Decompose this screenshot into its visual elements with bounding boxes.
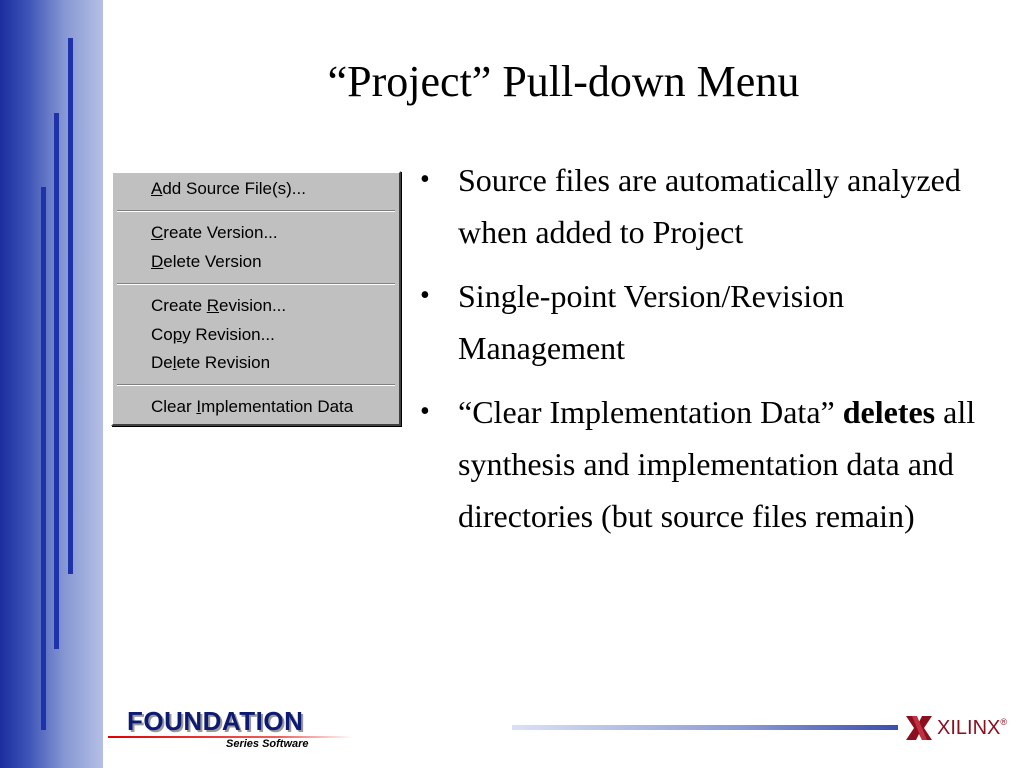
menu-item-text: dd Source File(s)... bbox=[162, 179, 306, 198]
menu-item-text: Clear bbox=[151, 397, 197, 416]
menu-item-text: evision... bbox=[219, 296, 287, 315]
project-pulldown-menu bbox=[111, 171, 401, 426]
menu-item-mnemonic: A bbox=[151, 179, 163, 198]
foundation-logo bbox=[108, 706, 358, 756]
menu-item-text: Co bbox=[151, 325, 173, 344]
menu-separator bbox=[117, 283, 395, 285]
menu-item-delete-version[interactable] bbox=[151, 250, 262, 274]
left-gradient-band bbox=[0, 0, 103, 768]
menu-item-text: elete Version bbox=[163, 252, 262, 271]
bullet-dot: • bbox=[420, 164, 430, 195]
bullet-emphasis: deletes bbox=[842, 394, 936, 430]
bullet-item bbox=[420, 386, 990, 542]
menu-item-mnemonic: l bbox=[172, 353, 177, 372]
menu-separator bbox=[117, 210, 395, 212]
bullet-item bbox=[420, 270, 990, 374]
footer-divider bbox=[512, 725, 898, 730]
menu-item-mnemonic: C bbox=[151, 223, 164, 242]
menu-item-create-version[interactable] bbox=[151, 221, 278, 245]
menu-item-create-revision[interactable] bbox=[151, 294, 286, 318]
bullet-text: all synthesis and implementation data and directories (but source files remain) bbox=[458, 394, 976, 534]
xilinx-logo bbox=[903, 711, 1007, 745]
menu-item-mnemonic: R bbox=[206, 296, 220, 315]
menu-item-text: y Revision... bbox=[182, 325, 275, 344]
bullet-dot: • bbox=[420, 280, 430, 311]
menu-item-mnemonic: D bbox=[151, 252, 164, 271]
xilinx-x-icon bbox=[903, 712, 935, 744]
menu-item-mnemonic: p bbox=[172, 325, 183, 344]
decorative-line bbox=[68, 38, 73, 574]
bullet-text: Source files are automatically analyzed when added to Project bbox=[458, 162, 961, 250]
menu-item-text: ete Revision bbox=[176, 353, 271, 372]
bullet-list bbox=[420, 154, 990, 554]
decorative-line bbox=[41, 187, 46, 730]
decorative-line bbox=[54, 113, 59, 649]
foundation-brand: FOUNDATION bbox=[127, 706, 304, 736]
slide-title: “Project” Pull-down Menu bbox=[327, 57, 800, 106]
menu-item-add-source-files[interactable] bbox=[151, 177, 306, 201]
xilinx-wordmark: XILINX bbox=[937, 716, 1001, 739]
menu-item-text: Create bbox=[151, 296, 207, 315]
bullet-text: Single-point Version/Revision Management bbox=[458, 278, 845, 366]
bullet-item bbox=[420, 154, 990, 258]
menu-separator bbox=[117, 384, 395, 386]
menu-item-delete-revision[interactable] bbox=[151, 351, 270, 375]
menu-item-mnemonic: I bbox=[196, 397, 202, 416]
bullet-text: “Clear Implementation Data” bbox=[458, 394, 843, 430]
series-software-label: Series Software bbox=[226, 738, 309, 750]
menu-item-clear-implementation-data[interactable] bbox=[151, 395, 353, 419]
menu-item-text: mplementation Data bbox=[201, 397, 354, 416]
menu-item-text: De bbox=[151, 353, 173, 372]
bullet-dot: • bbox=[420, 396, 430, 427]
registered-mark: ® bbox=[1000, 717, 1007, 727]
menu-item-copy-revision[interactable] bbox=[151, 323, 275, 347]
menu-item-text: reate Version... bbox=[163, 223, 278, 242]
